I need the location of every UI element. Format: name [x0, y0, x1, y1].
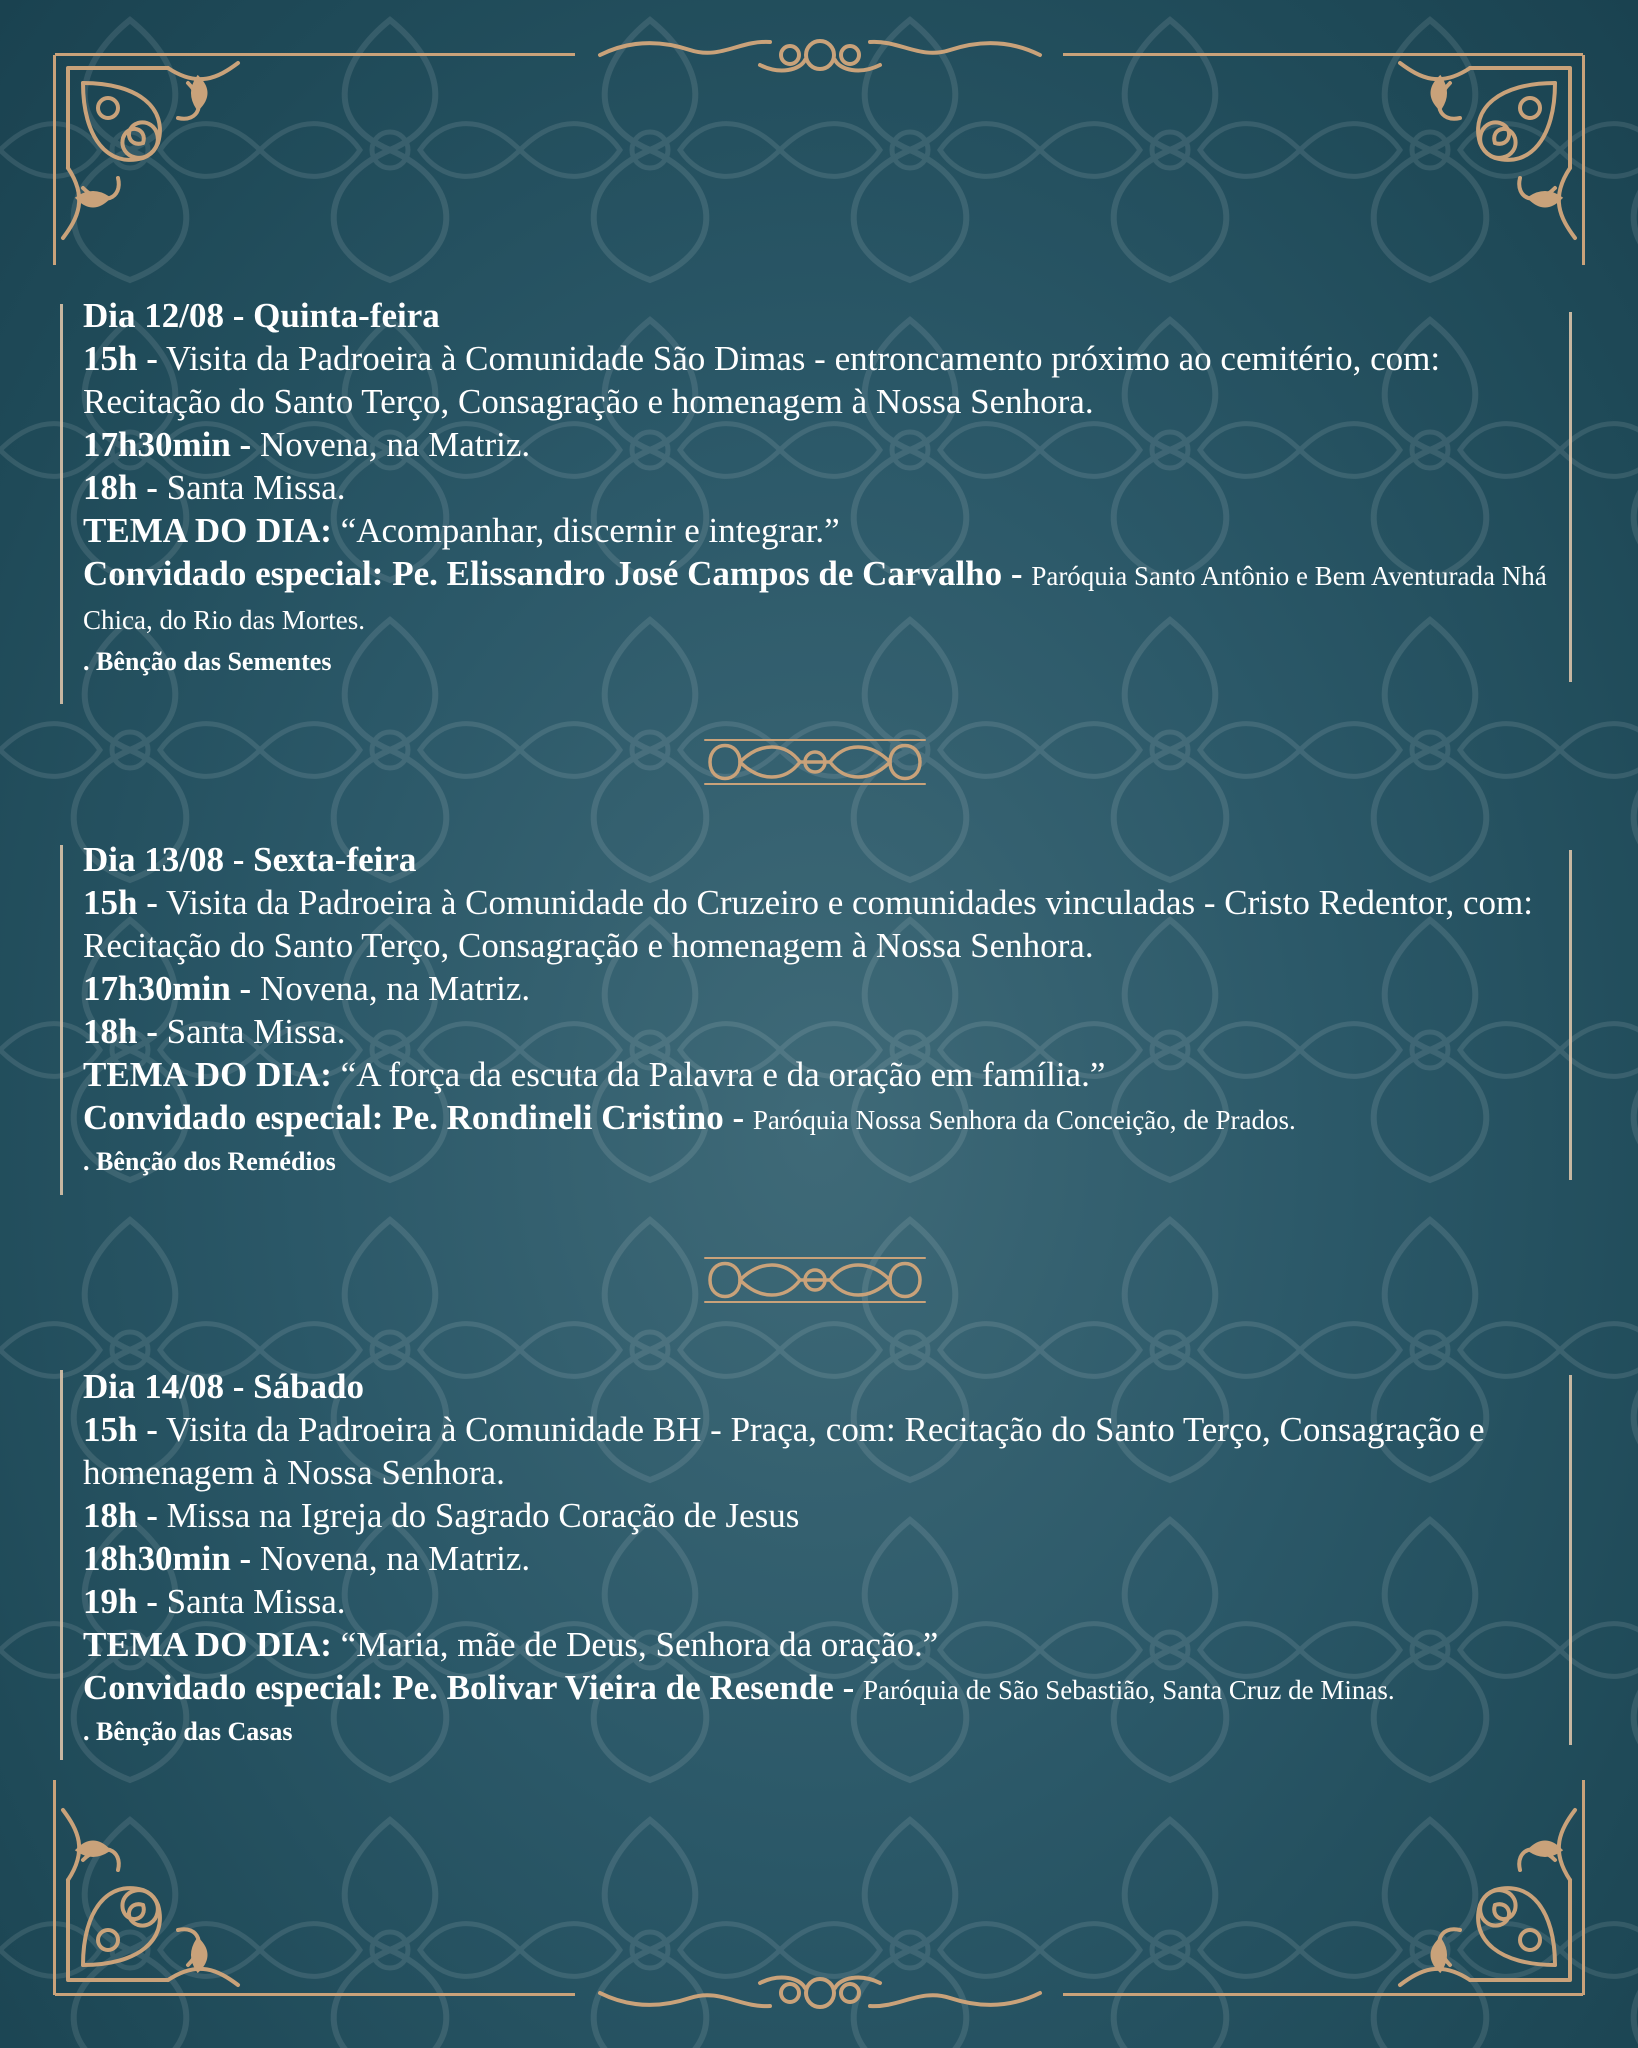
theme-text: “Acompanhar, discernir e integrar.” — [340, 511, 840, 550]
top-center-ornament — [590, 30, 1050, 80]
section-left-border — [60, 1370, 63, 1760]
visit-entry — [83, 881, 1550, 967]
mass-entry — [83, 1010, 1550, 1053]
corner-ornament-top-right — [1340, 48, 1590, 298]
guest-label: Convidado especial: Pe. Elissandro José Campos de Carvalho - — [83, 554, 1023, 593]
theme-text: “A força da escuta da Palavra e da oração em família.” — [340, 1055, 1106, 1094]
theme-entry — [83, 509, 1550, 552]
novena-entry — [83, 967, 1550, 1010]
visit-text: Visita da Padroeira à Comunidade do Cruzeiro e comunidades vinculadas - Cristo Redentor, com: Recitação do Santo Terço, Consagração e homenagem à Nossa Senhora. — [83, 883, 1533, 965]
visit-entry — [83, 1408, 1550, 1494]
guest-parish: Paróquia de São Sebastião, Santa Cruz de Minas. — [863, 1675, 1395, 1705]
guest-parish: Paróquia Nossa Senhora da Conceição, de Prados. — [752, 1105, 1296, 1135]
blessing: . Bênção das Casas — [83, 1717, 293, 1746]
extra-mass-time: 18h - — [83, 1496, 158, 1535]
blessing: . Bênção dos Remédios — [83, 1147, 336, 1176]
novena-time: 17h30min - — [83, 969, 252, 1008]
day-header: Dia 13/08 - Sexta-feira — [83, 840, 417, 879]
visit-entry — [83, 337, 1550, 423]
visit-time: 15h - — [83, 339, 158, 378]
theme-label: TEMA DO DIA: — [83, 1625, 332, 1664]
mass-time: 19h - — [83, 1582, 158, 1621]
novena-time: 17h30min - — [83, 425, 252, 464]
section-left-border — [60, 304, 63, 704]
corner-ornament-bottom-left — [48, 1750, 298, 2000]
visit-text: Visita da Padroeira à Comunidade São Dimas - entroncamento próximo ao cemitério, com: Recitação do Santo Terço, Consagração e homenagem à Nossa Senhora. — [83, 339, 1441, 421]
guest-label: Convidado especial: Pe. Bolivar Vieira de Resende - — [83, 1668, 855, 1707]
guest-entry — [83, 1096, 1550, 1140]
theme-entry — [83, 1053, 1550, 1096]
guest-parish: Paróquia Santo Antônio e Bem Aventurada Nhá Chica, do Rio das Mortes. — [83, 561, 1547, 635]
guest-entry — [83, 1666, 1550, 1710]
novena-time: 18h30min - — [83, 1539, 252, 1578]
mass-text: Santa Missa. — [166, 1012, 346, 1051]
extra-mass-text: Missa na Igreja do Sagrado Coração de Jesus — [166, 1496, 800, 1535]
mass-entry — [83, 466, 1550, 509]
novena-entry — [83, 423, 1550, 466]
section-left-border — [60, 845, 63, 1195]
section-right-border — [1569, 850, 1572, 1180]
section-right-border — [1569, 1375, 1572, 1745]
day-header: Dia 12/08 - Quinta-feira — [83, 296, 440, 335]
visit-time: 15h - — [83, 1410, 158, 1449]
corner-ornament-bottom-right — [1340, 1750, 1590, 2000]
mass-text: Santa Missa. — [166, 468, 346, 507]
guest-label: Convidado especial: Pe. Rondineli Cristino - — [83, 1098, 745, 1137]
guest-entry — [83, 552, 1550, 640]
mass-time: 18h - — [83, 1012, 158, 1051]
bottom-center-ornament — [590, 1968, 1050, 2018]
novena-text: Novena, na Matriz. — [259, 1539, 531, 1578]
section-divider-ornament — [700, 1248, 930, 1312]
theme-label: TEMA DO DIA: — [83, 511, 332, 550]
day-section-3 — [60, 1335, 1580, 1785]
day-section-2 — [60, 810, 1580, 1230]
mass-entry — [83, 1580, 1550, 1623]
day-section-1 — [60, 272, 1580, 712]
visit-text: Visita da Padroeira à Comunidade BH - Praça, com: Recitação do Santo Terço, Consagração e homenagem à Nossa Senhora. — [83, 1410, 1485, 1492]
novena-text: Novena, na Matriz. — [259, 425, 531, 464]
theme-entry — [83, 1623, 1550, 1666]
section-right-border — [1569, 312, 1572, 682]
visit-time: 15h - — [83, 883, 158, 922]
theme-label: TEMA DO DIA: — [83, 1055, 332, 1094]
extra-mass-entry — [83, 1494, 1550, 1537]
corner-ornament-top-left — [48, 48, 298, 298]
mass-text: Santa Missa. — [166, 1582, 346, 1621]
mass-time: 18h - — [83, 468, 158, 507]
blessing: . Bênção das Sementes — [83, 647, 332, 676]
theme-text: “Maria, mãe de Deus, Senhora da oração.” — [340, 1625, 939, 1664]
novena-text: Novena, na Matriz. — [259, 969, 531, 1008]
day-header: Dia 14/08 - Sábado — [83, 1367, 365, 1406]
section-divider-ornament — [700, 730, 930, 794]
novena-entry — [83, 1537, 1550, 1580]
